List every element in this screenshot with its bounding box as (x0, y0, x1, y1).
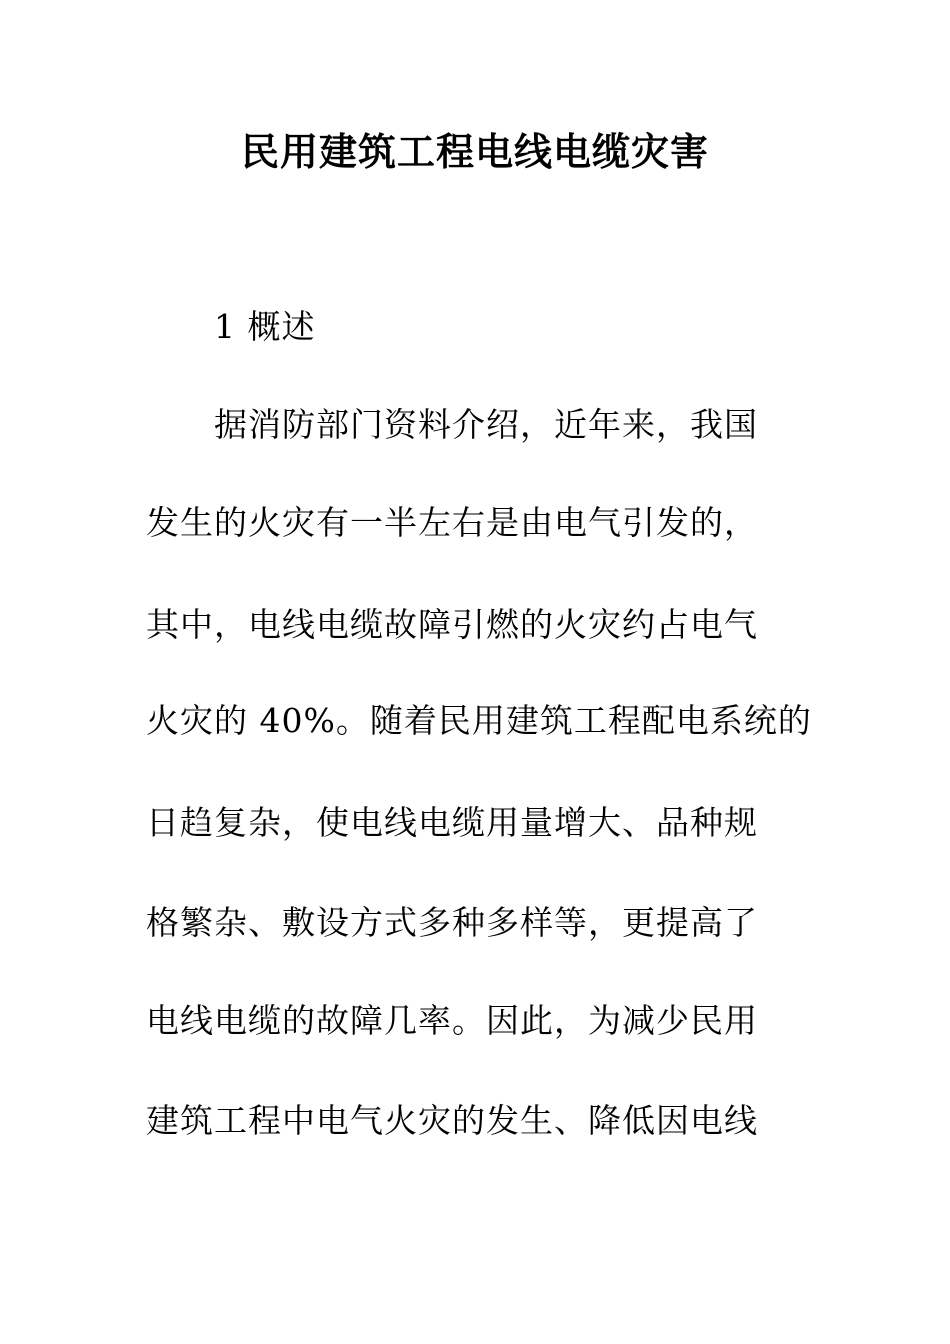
paragraph-line-1: 据消防部门资料介绍，近年来，我国 (214, 405, 758, 444)
paragraph-line-2: 发生的火灾有一半左右是由电气引发的， (146, 503, 758, 542)
paragraph-line-4: 火灾的 40%。随着民用建筑工程配电系统的 (146, 701, 812, 740)
paragraph-line-5: 日趋复杂，使电线电缆用量增大、品种规 (146, 803, 758, 842)
paragraph-line-7: 电线电缆的故障几率。因此，为减少民用 (146, 1001, 758, 1040)
paragraph-line-8: 建筑工程中电气火灾的发生、降低因电线 (146, 1101, 758, 1140)
section-heading: 1 概述 (214, 307, 316, 346)
paragraph-line-3: 其中，电线电缆故障引燃的火灾约占电气 (146, 605, 758, 644)
paragraph-line-6: 格繁杂、敷设方式多种多样等，更提高了 (146, 903, 758, 942)
document-title: 民用建筑工程电线电缆灾害 (240, 130, 709, 174)
